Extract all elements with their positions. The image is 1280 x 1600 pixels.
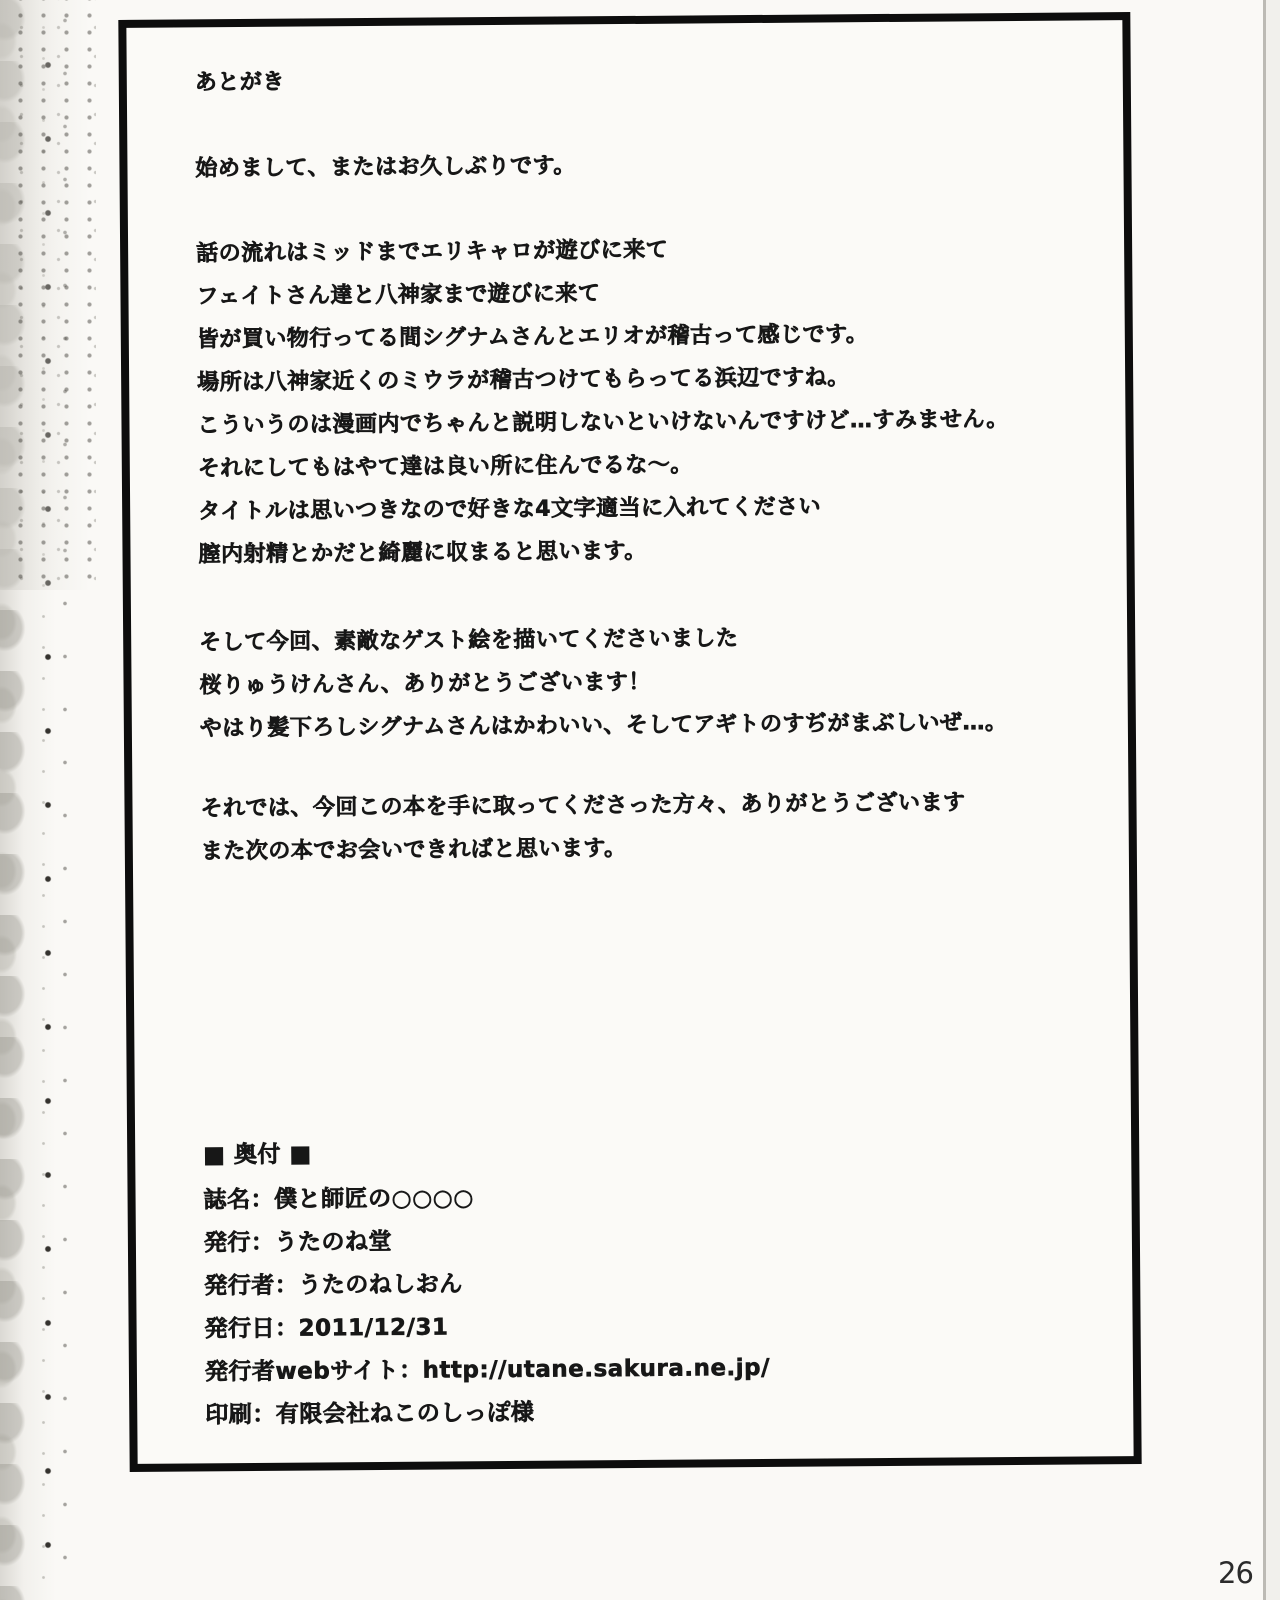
page-right-edge-line (1263, 0, 1266, 1600)
page-number: 26 (1218, 1556, 1253, 1590)
afterword-story-notes (196, 226, 1010, 576)
colophon-line-website: 発行者webサイト：http://utane.sakura.ne.jp/ (204, 1354, 771, 1386)
afterword-closing (200, 781, 966, 873)
afterword-line: 皆が買い物行ってる間シグナムさんとエリオが稽古って感じです。 (196, 322, 869, 353)
page-right-margin (1266, 0, 1280, 1600)
colophon-line-author: 発行者：うたのねしおん (204, 1271, 463, 1300)
afterword-title: あとがき (194, 69, 285, 96)
colophon-line-publisher: 発行：うたのね堂 (203, 1228, 393, 1257)
afterword-intro: 始めまして、またはお久しぶりです。 (195, 153, 576, 182)
colophon-line-printer: 印刷：有限会社ねこのしっぽ様 (205, 1399, 535, 1429)
colophon-line-date: 発行日：2011/12/31 (204, 1314, 449, 1343)
afterword-line: また次の本でお会いできればと思います。 (200, 836, 627, 865)
afterword-line: 話の流れはミッドまでエリキャロが遊びに来て (196, 237, 669, 267)
afterword-line: 場所は八神家近くのミウラが稽古つけてもらってる浜辺ですね。 (197, 365, 850, 396)
afterword-line: それにしてもはやて達は良い所に住んでるな～。 (197, 452, 693, 482)
afterword-line: こういうのは漫画内でちゃんと説明しないといけないんですけど…すみません。 (197, 407, 1009, 439)
afterword-line: そして今回、素敵なゲスト絵を描いてくださいました (199, 626, 739, 656)
afterword-line: やはり髪下ろしシグナムさんはかわいい、そしてアギトのすぢがまぶしいぜ…。 (199, 710, 1008, 742)
afterword-line: タイトルは思いつきなので好きな4文字適当に入れてください (198, 494, 822, 525)
content-frame (118, 12, 1141, 1472)
afterword-line: 桜りゅうけんさん、ありがとうございます！ (199, 669, 651, 699)
afterword-guest-thanks (199, 615, 1008, 750)
afterword-line: 膣内射精とかだと綺麗に収まると思います。 (198, 538, 647, 568)
colophon-line-title: 誌名：僕と師匠の○○○○ (203, 1185, 474, 1214)
torn-binding-edge-upper (0, 0, 96, 590)
colophon-entries (203, 1175, 770, 1437)
afterword-line: それでは、今回この本を手に取ってくださった方々、ありがとうございます (200, 790, 966, 822)
colophon-heading: ■ 奥付 ■ (203, 1141, 312, 1169)
afterword-line: フェイトさん達と八神家まで遊びに来て (196, 281, 601, 310)
